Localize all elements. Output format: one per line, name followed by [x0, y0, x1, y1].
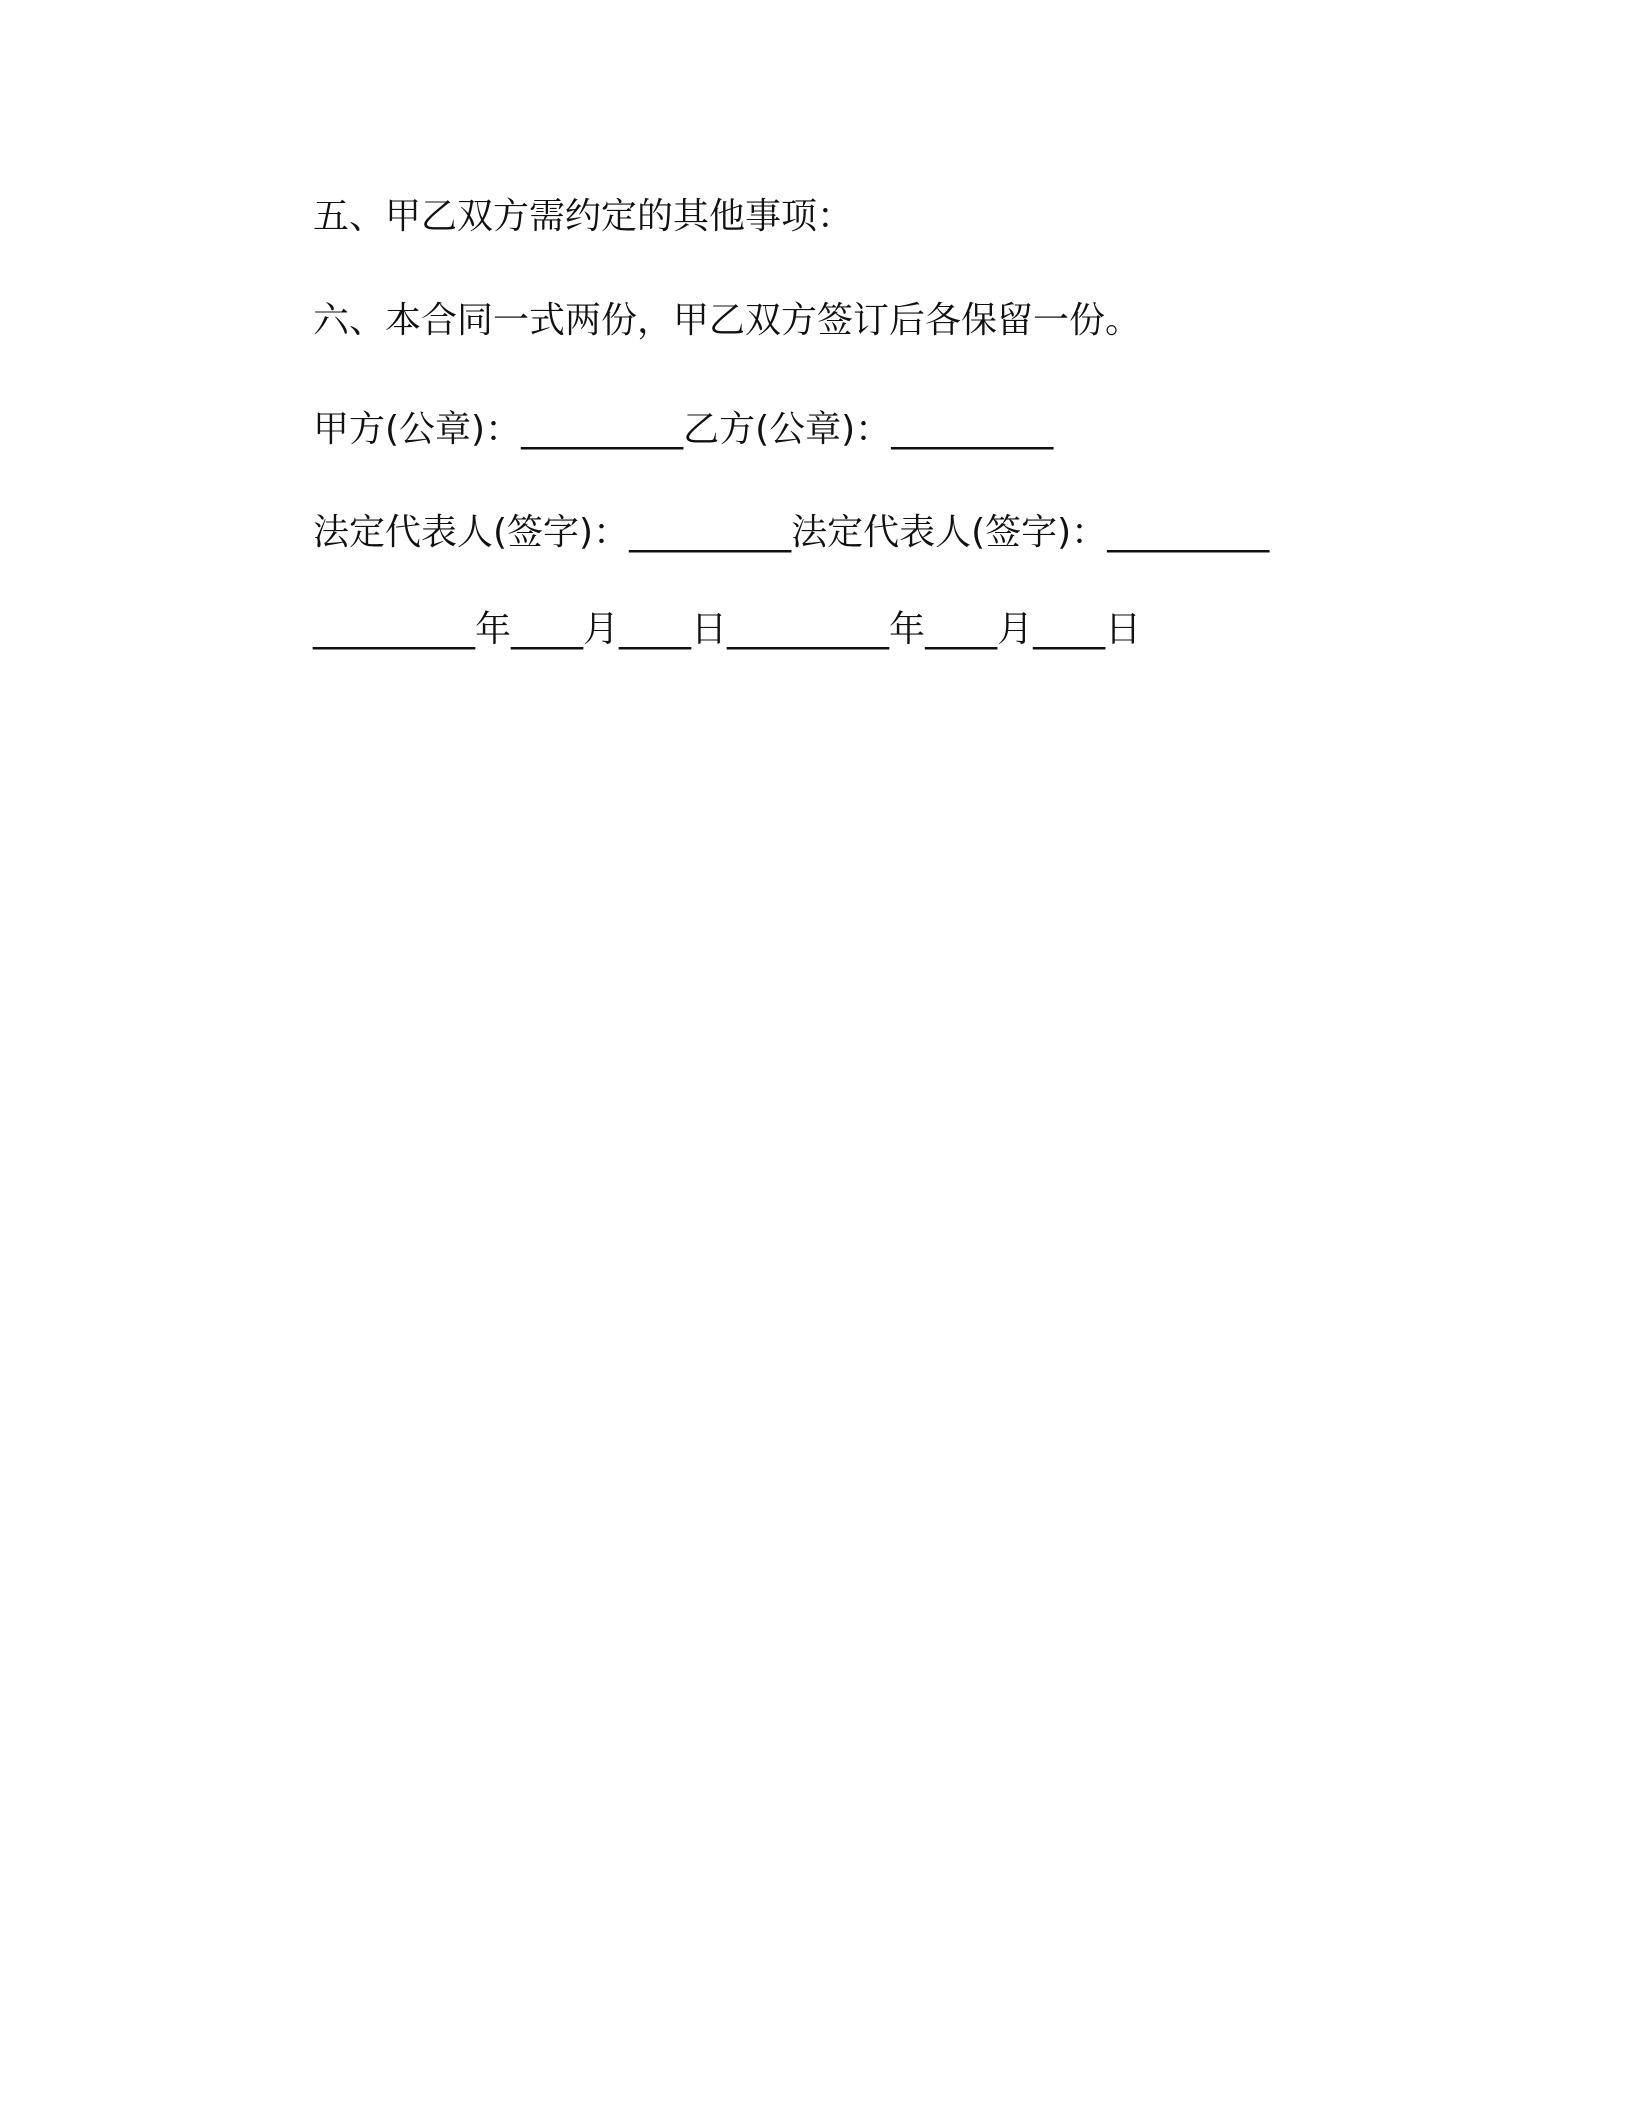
party-a-seal-blank: _________: [521, 409, 684, 450]
rep-a-signature-blank: _________: [629, 512, 792, 553]
rep-b-signature-label: 法定代表人(签字)：: [791, 512, 1108, 553]
party-a-day-blank: ____: [619, 609, 692, 650]
party-b-year-blank: _________: [727, 609, 890, 650]
date-row: [313, 606, 1141, 654]
party-a-year-label: 年: [475, 609, 512, 650]
party-b-seal-blank: _________: [891, 409, 1054, 450]
party-a-month-label: 月: [583, 609, 620, 650]
clause-5-text: 五、甲乙双方需约定的其他事项：: [313, 196, 854, 237]
rep-a-signature-label: 法定代表人(签字)：: [313, 512, 630, 553]
signature-row: [313, 509, 1269, 557]
seal-row: [313, 406, 1053, 454]
party-a-year-blank: _________: [313, 609, 475, 650]
party-b-year-label: 年: [889, 609, 926, 650]
party-b-seal-label: 乙方(公章)：: [683, 409, 892, 450]
clause-6-text: 六、本合同一式两份，甲乙双方签订后各保留一份。: [313, 300, 1142, 341]
party-a-day-label: 日: [691, 609, 728, 650]
party-b-day-blank: ____: [1033, 609, 1106, 650]
party-a-month-blank: ____: [511, 609, 584, 650]
party-b-day-label: 日: [1105, 609, 1142, 650]
rep-b-signature-blank: _________: [1107, 512, 1270, 553]
party-b-month-blank: ____: [925, 609, 998, 650]
party-b-month-label: 月: [997, 609, 1034, 650]
party-a-seal-label: 甲方(公章)：: [313, 409, 522, 450]
